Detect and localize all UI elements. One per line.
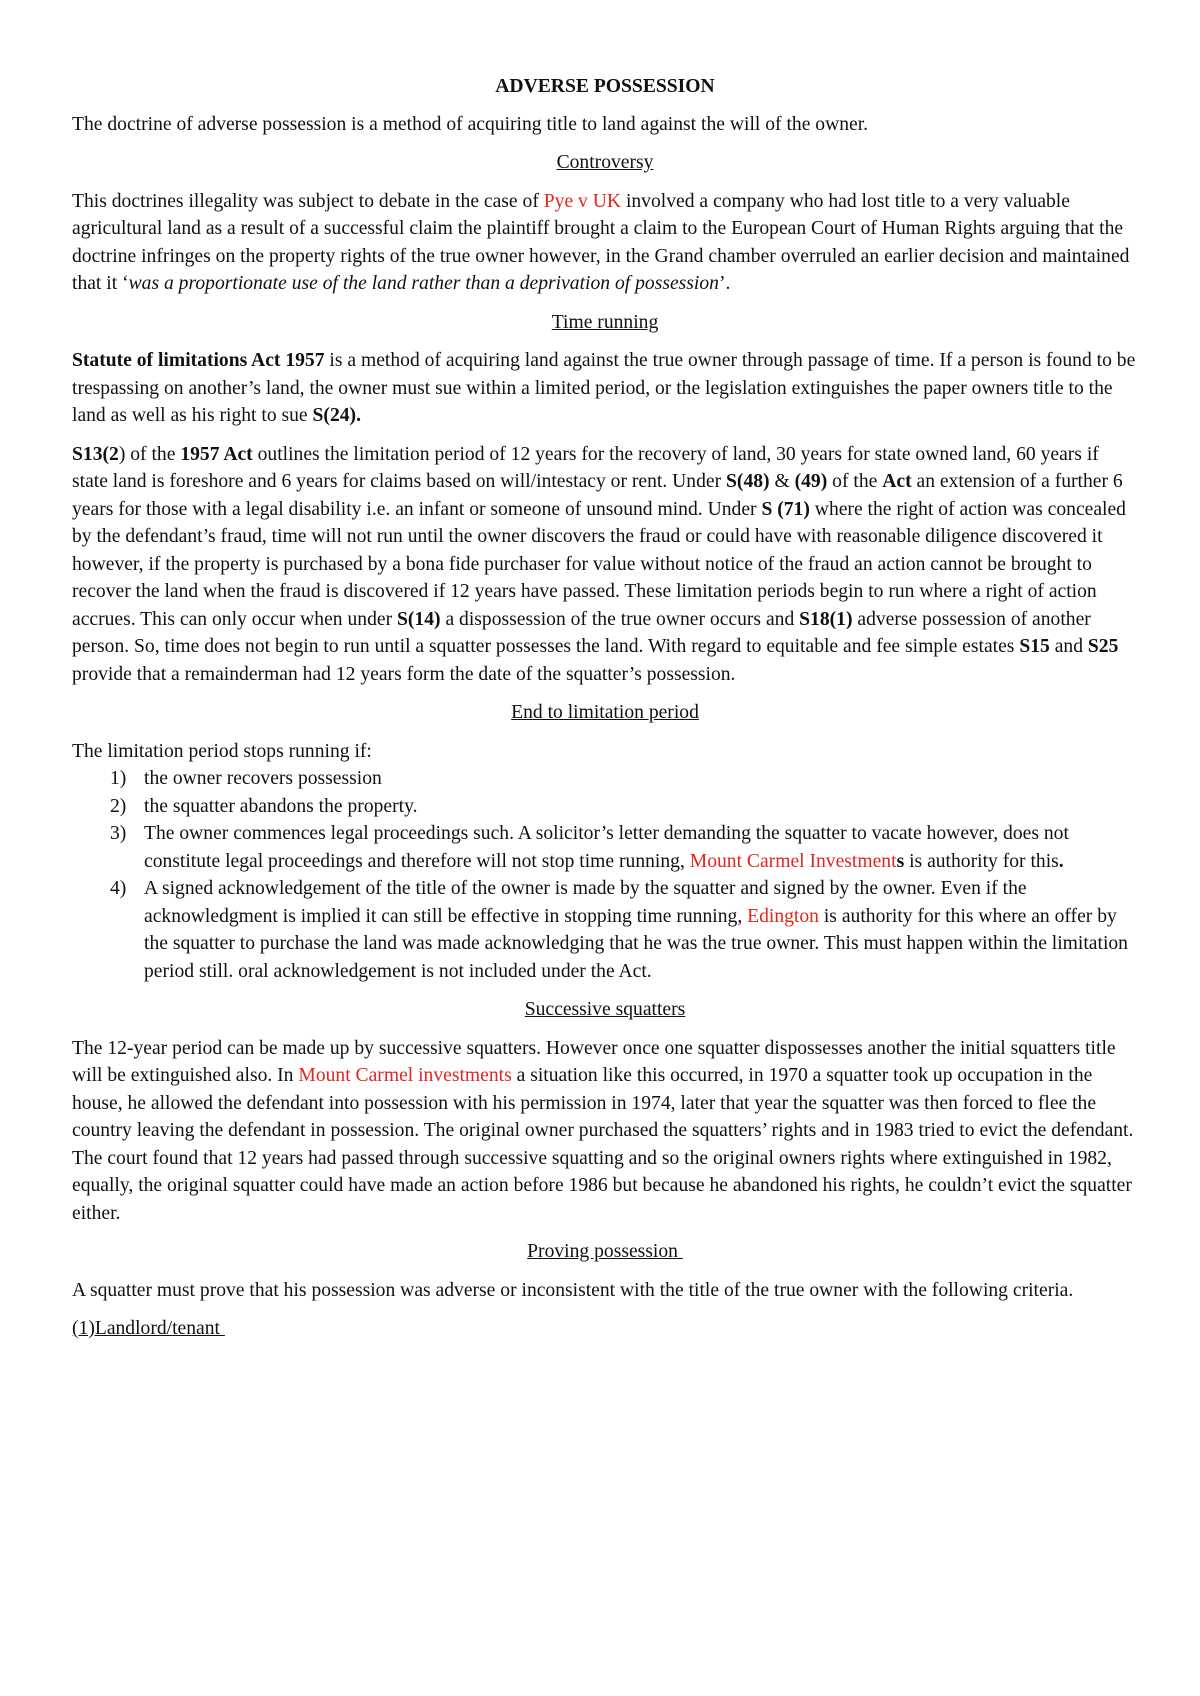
proving-paragraph: A squatter must prove that his possession was adverse or inconsistent with the title of the true owner with the following criteria.: [72, 1279, 1074, 1301]
case-mount-carmel: Mount Carmel Investment: [689, 850, 897, 872]
list-item: 4) A signed acknowledgement of the title of the owner is made by the squatter and signed by the owner. Even if the acknowledgment is implied it can still be effective in stopping time running, Edington is authority for this where an offer by the squatter to purchase the land was made acknowledging that he was the true owner. This must happen within the limitation period still. oral acknowledgement is not included under the Act.: [110, 878, 1128, 982]
limitation-periods-paragraph: S13(2) of the 1957 Act outlines the limitation period of 12 years for the recovery of land, 30 years for state owned land, 60 years if state land is foreshore and 6 years for claims based on will/intestacy or rent. Under S(48) & (49) of the Act an extension of a further 6 years for those with a legal disability i.e. an infant or someone of unsound mind. Under S (71) where the right of action was concealed by the defendant’s fraud, time will not run until the owner discovers the fraud or could have with reasonable diligence discovered it however, if the property is purchased by a bona fide purchaser for value without notice of the fraud an action cannot be brought to recover the land when the fraud is discovered if 12 years have passed. These limitation periods begin to run where a right of action accrues. This can only occur when under S(14) a dispossession of the true owner occurs and S18(1) adverse possession of another person. So, time does not begin to run until a squatter possesses the land. With regard to equitable and fee simple estates S15 and S25 provide that a remainderman had 12 years form the date of the squatter’s possession.: [72, 443, 1126, 685]
subheading-landlord-tenant: (1)Landlord/tenant: [72, 1318, 225, 1339]
limitation-stops-intro: The limitation period stops running if:: [72, 740, 372, 762]
limitation-stops-list: [72, 765, 1138, 985]
document-title: ADVERSE POSSESSION: [495, 76, 715, 97]
heading-time-running: Time running: [551, 311, 659, 333]
list-item: 2) the squatter abandons the property.: [110, 795, 418, 817]
case-mount-carmel-investments: Mount Carmel investments: [298, 1065, 512, 1086]
list-item: 3) The owner commences legal proceedings such. A solicitor’s letter demanding the squatter to vacate however, does not constitute legal proceedings and therefore will not stop time running, Mount Carmel Investments is authority for this.: [110, 823, 1069, 872]
heading-proving-possession: Proving possession: [527, 1241, 683, 1262]
case-edington: Edington: [747, 905, 819, 927]
pye-quote: was a proportionate use of the land rather than a deprivation of possession: [128, 273, 719, 294]
successive-paragraph: The 12-year period can be made up by successive squatters. However once one squatter dispossesses another the initial squatters title will be extinguished also. In Mount Carmel investments a situation like this occurred, in 1970 a squatter took up occupation in the house, he allowed the defendant into possession with his permission in 1974, later that year the squatter was then forced to flee the country leaving the defendant in possession. The original owner purchased the squatters’ rights and in 1983 tried to evict the defendant. The court found that 12 years had passed through successive squatting and so the original owners rights where extinguished in 1982, equally, the original squatter could have made an action before 1986 but because he abandoned his rights, he couldn’t evict the squatter either.: [72, 1037, 1134, 1224]
list-item: 1) the owner recovers possession: [110, 768, 382, 789]
case-pye-v-uk: Pye v UK: [543, 190, 622, 212]
heading-end-limitation: End to limitation period: [511, 702, 699, 723]
controversy-paragraph: This doctrines illegality was subject to debate in the case of Pye v UK involved a company who had lost title to a very valuable agricultural land as a result of a successful claim the plaintiff brought a claim to the European Court of Human Rights arguing that the doctrine infringes on the property rights of the true owner however, in the Grand chamber overruled an earlier decision and maintained that it ‘was a proportionate use of the land rather than a deprivation of possession’.: [72, 190, 1130, 294]
intro-paragraph: The doctrine of adverse possession is a method of acquiring title to land against the will of the owner.: [72, 113, 869, 135]
heading-successive-squatters: Successive squatters: [524, 999, 686, 1020]
statute-paragraph: Statute of limitations Act 1957 is a method of acquiring land against the true owner through passage of time. If a person is found to be trespassing on another’s land, the owner must sue within a limited period, or the legislation extinguishes the paper owners title to the land as well as his right to sue S(24).: [72, 350, 1136, 426]
heading-controversy: Controversy: [556, 152, 654, 173]
